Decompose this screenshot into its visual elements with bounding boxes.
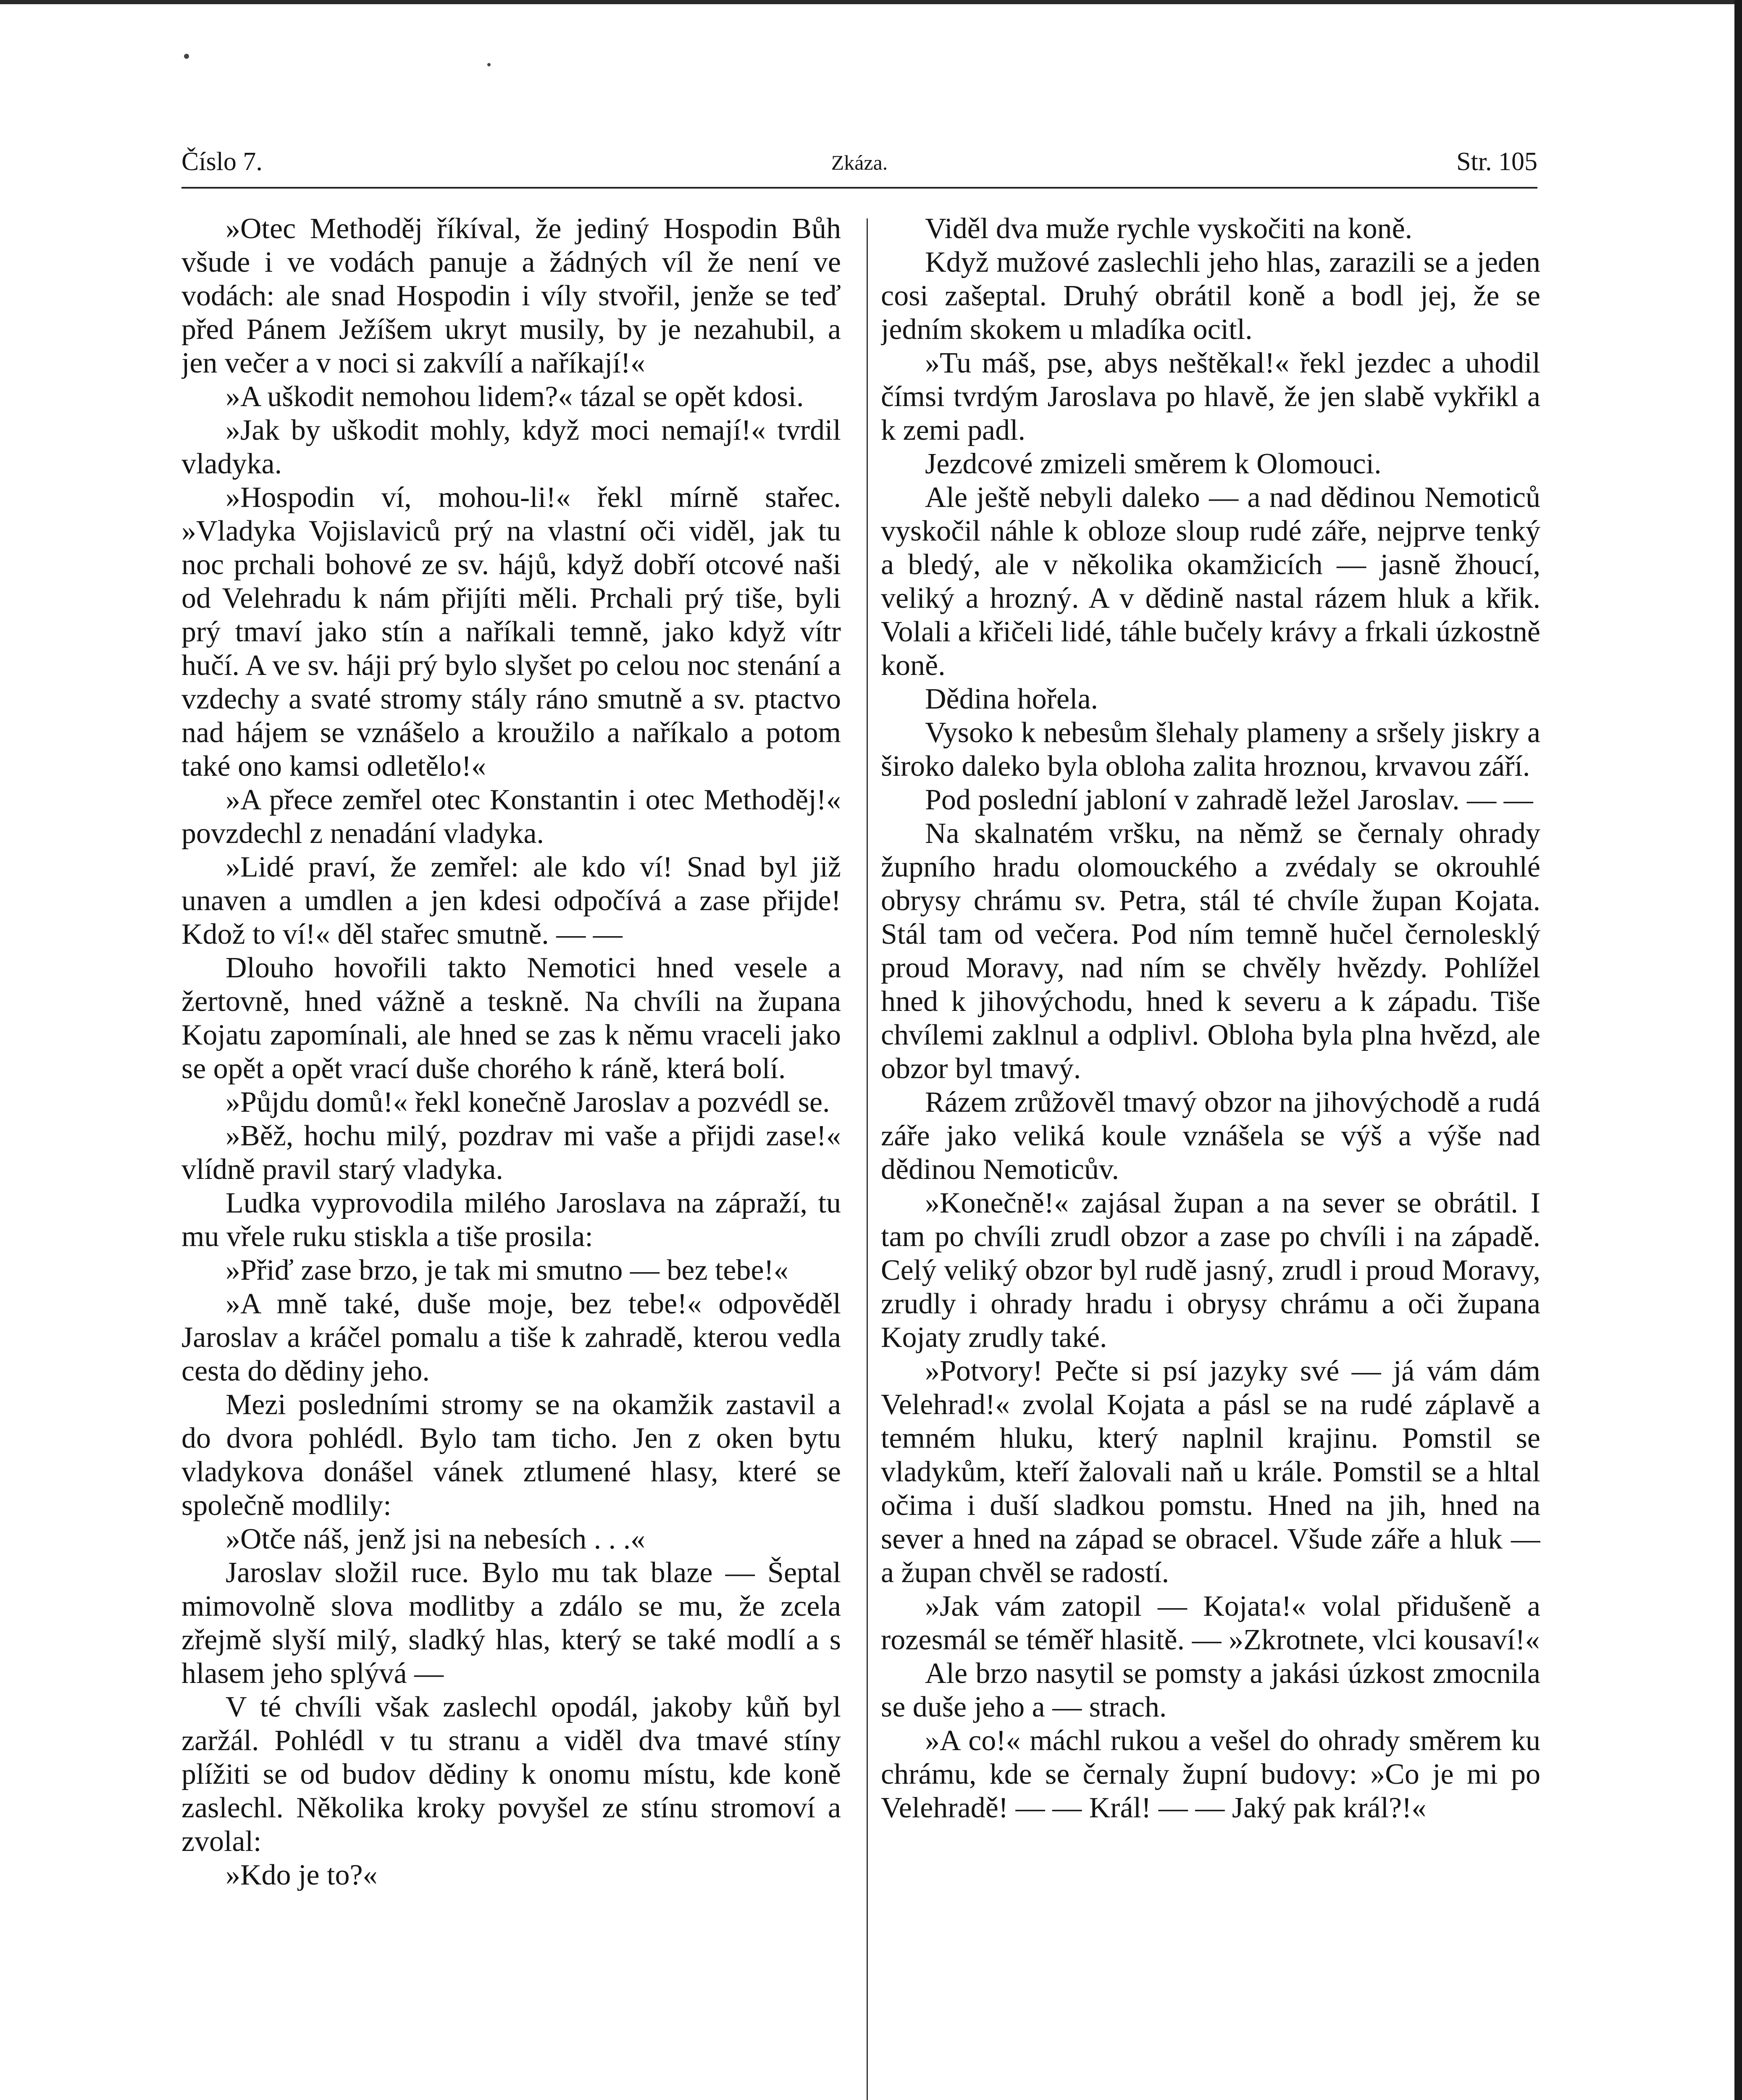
left-column: [181, 212, 841, 2100]
paragraph: »Lidé praví, že zemřel: ale kdo ví! Snad byl již unaven a umdlen a jen kdesi odpočívá a zase přijde! Kdož to ví!« děl stařec smutně. — —: [181, 851, 841, 950]
paragraph: »Potvory! Pečte si psí jazyky své — já vám dám Velehrad!« zvolal Kojata a pásl se na rudé záplavě a temném hluku, který naplnil krajinu. Pomstil se vladykům, kteří žalovali naň u krále. Pomstil se a hltal očima i duší sladkou pomstu. Hned na jih, hned na sever a hned na západ se obracel. Všude záře a hluk — a župan chvěl se radostí.: [881, 1355, 1540, 1589]
paragraph: »Jak vám zatopil — Kojata!« volal přidušeně a rozesmál se téměř hlasitě. — »Zkrotnete, vlci kousaví!«: [881, 1590, 1540, 1656]
column-divider: [867, 218, 868, 2100]
paragraph: »Běž, hochu milý, pozdrav mi vaše a přijdi zase!« vlídně pravil starý vladyka.: [181, 1120, 841, 1186]
paragraph: »A uškodit nemohou lidem?« tázal se opět kdosi.: [226, 381, 804, 413]
paragraph: »Konečně!« zajásal župan a na sever se obrátil. I tam po chvíli zrudl obzor a zase po chvíli i na západě. Celý veliký obzor byl rudě jasný, zrudl i proud Moravy, zrudly i ohrady hradu i obrysy chrámu a oči župana Kojaty zrudly také.: [881, 1187, 1540, 1354]
header-rule: [181, 187, 1537, 189]
paragraph: Viděl dva muže rychle vyskočiti na koně.: [925, 213, 1413, 245]
scan-speck: [184, 54, 189, 59]
paragraph: »A co!« máchl rukou a vešel do ohrady směrem ku chrámu, kde se černaly župní budovy: »Co je mi po Velehradě! — — Král! — — Jaký pak král?!«: [881, 1725, 1540, 1824]
scan-edge-right: [1734, 0, 1742, 2100]
page-number: Str. 105: [1456, 147, 1537, 176]
right-column: [881, 212, 1540, 2100]
running-header: [181, 139, 1537, 185]
paragraph: »Půjdu domů!« řekl konečně Jaroslav a pozvédl se.: [226, 1086, 830, 1118]
paragraph: Vysoko k nebesům šlehaly plameny a sršely jiskry a široko daleko byla obloha zalita hroznou, krvavou září.: [881, 717, 1540, 782]
paragraph: Jezdcové zmizeli směrem k Olomouci.: [925, 448, 1382, 480]
paragraph: »Otče náš, jenž jsi na nebesích . . .«: [226, 1523, 646, 1555]
scan-edge-top: [0, 0, 1742, 4]
scan-speck: [487, 63, 491, 66]
paragraph: »Kdo je to?«: [226, 1859, 378, 1891]
paragraph: Mezi posledními stromy se na okamžik zastavil a do dvora pohlédl. Bylo tam ticho. Jen z oken bytu vladykova donášel vánek ztlumené hlasy, které se společně modlily:: [181, 1389, 841, 1522]
paragraph: Dědina hořela.: [925, 683, 1098, 715]
paragraph: Jaroslav složil ruce. Bylo mu tak blaze — Šeptal mimovolně slova modlitby a zdálo se mu, že zcela zřejmě slyší milý, sladký hlas, který se také modlí a s hlasem jeho splývá —: [181, 1557, 841, 1690]
paragraph: »Otec Methoděj říkíval, že jediný Hospodin Bůh všude i ve vodách panuje a žádných víl že není ve vodách: ale snad Hospodin i víly stvořil, jenže se teď před Pánem Ježíšem ukryt musily, by je nezahubil, a jen večer a v noci si zakvílí a naříkají!«: [181, 213, 841, 379]
paragraph: V té chvíli však zaslechl opodál, jakoby kůň byl zaržál. Pohlédl v tu stranu a viděl dva tmavé stíny plížiti se od budov dědiny k onomu místu, kde koně zaslechl. Několika kroky povyšel ze stínu stromoví a zvolal:: [181, 1691, 841, 1858]
paragraph: »Tu máš, pse, abys neštěkal!« řekl jezdec a uhodil čímsi tvrdým Jaroslava po hlavě, že jen slabě vykřikl a k zemi padl.: [881, 347, 1540, 446]
paragraph: Ludka vyprovodila milého Jaroslava na zápraží, tu mu vřele ruku stiskla a tiše prosila:: [181, 1187, 841, 1253]
paragraph: »Jak by uškodit mohly, když moci nemají!« tvrdil vladyka.: [181, 414, 841, 480]
paragraph: Rázem zrůžověl tmavý obzor na jihovýchodě a rudá záře jako veliká koule vznášela se výš a výše nad dědinou Nemoticův.: [881, 1086, 1540, 1186]
paragraph: »Přiď zase brzo, je tak mi smutno — bez tebe!«: [226, 1254, 788, 1286]
paragraph: »A mně také, duše moje, bez tebe!« odpověděl Jaroslav a kráčel pomalu a tiše k zahradě, kterou vedla cesta do dědiny jeho.: [181, 1288, 841, 1387]
paragraph: Když mužové zaslechli jeho hlas, zarazili se a jeden cosi zašeptal. Druhý obrátil koně a bodl jej, že se jedním skokem u mladíka ocitl.: [881, 246, 1540, 346]
paragraph: Na skalnatém vršku, na němž se černaly ohrady župního hradu olomouckého a zvédaly se okrouhlé obrysy chrámu sv. Petra, stál té chvíle župan Kojata. Stál tam od večera. Pod ním temně hučel černolesklý proud Moravy, nad ním se chvěly hvězdy. Pohlížel hned k jihovýchodu, hned k severu a k západu. Tiše chvílemi zaklnul a odplivl. Obloha byla plna hvězd, ale obzor byl tmavý.: [881, 817, 1540, 1085]
paragraph: Ale ještě nebyli daleko — a nad dědinou Nemoticů vyskočil náhle k obloze sloup rudé záře, nejprve tenký a bledý, ale v několika okamžicích — jasně žhoucí, veliký a hrozný. A v dědině nastal rázem hluk a křik. Volali a křičeli lidé, táhle bučely krávy a frkali úzkostně koně.: [881, 481, 1540, 682]
issue-number: Číslo 7.: [181, 147, 263, 176]
paragraph: Dlouho hovořili takto Nemotici hned vesele a žertovně, hned vážně a teskně. Na chvíli na župana Kojatu zapomínali, ale hned se zas k němu vraceli jako se opět a opět vrací duše chorého k ráně, která bolí.: [181, 952, 841, 1085]
paragraph: Pod poslední jabloní v zahradě ležel Jaroslav. — —: [925, 784, 1533, 816]
running-title: Zkáza.: [831, 151, 888, 174]
paragraph: »Hospodin ví, mohou-li!« řekl mírně stařec. »Vladyka Vojislaviců prý na vlastní oči viděl, jak tu noc prchali bohové ze sv. hájů, když dobří otcové naši od Velehradu k nám přijíti měli. Prchali prý tiše, byli prý tmaví jako stín a naříkali temně, jako když vítr hučí. A ve sv. háji prý bylo slyšet po celou noc stenání a vzdechy a svaté stromy stály ráno smutně a sv. ptactvo nad hájem se vznášelo a kroužilo a naříkalo a potom také ono kamsi odletělo!«: [181, 481, 841, 782]
paragraph: Ale brzo nasytil se pomsty a jakási úzkost zmocnila se duše jeho a — strach.: [881, 1657, 1540, 1723]
paragraph: »A přece zemřel otec Konstantin i otec Methoděj!« povzdechl z nenadání vladyka.: [181, 784, 841, 850]
